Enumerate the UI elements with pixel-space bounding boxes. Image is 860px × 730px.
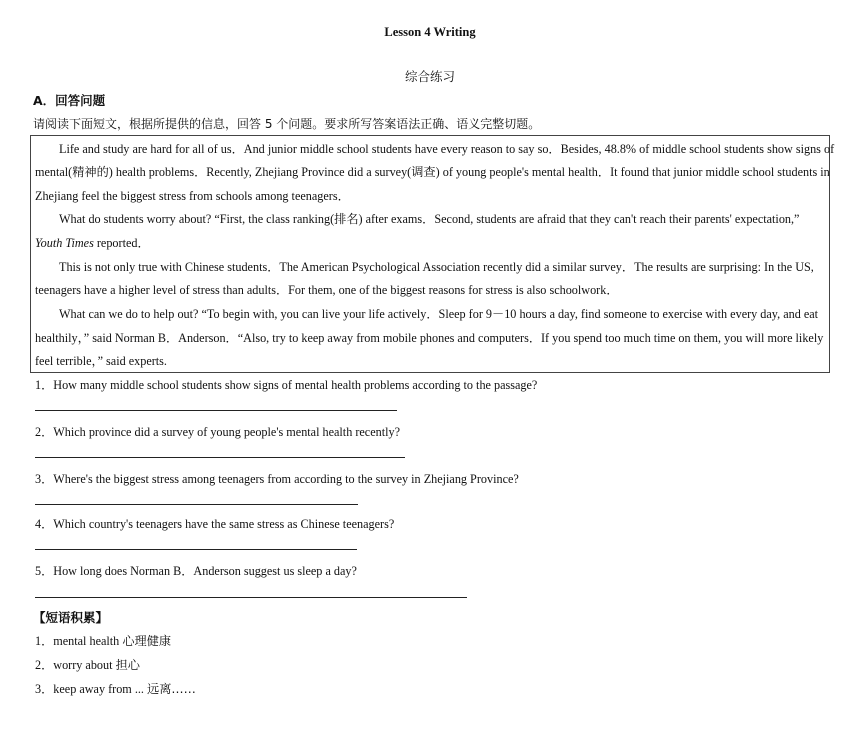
newspaper-name: Youth Times xyxy=(35,236,94,250)
phrase-item-2: 2．worry about 担心 xyxy=(35,658,140,672)
section-a-instruction: 请阅读下面短文，根据所提供的信息，回答 5 个问题。要求所写答案语法正确、语义完整切题。 xyxy=(33,117,541,131)
question-2: 2．Which province did a survey of young people's mental health recently? xyxy=(35,425,400,439)
passage-line-10: feel terrible，” said experts. xyxy=(35,354,167,368)
passage-line-6: This is not only true with Chinese students．The American Psychological Association recently did a similar survey．The results are surprising: In the US, xyxy=(59,260,814,274)
passage-line-2: mental(精神的) health problems．Recently, Zhejiang Province did a survey(调查) of young people's mental health．It found that junior middle school students in xyxy=(35,165,830,179)
passage-line-9: healthily，” said Norman B．Anderson．“Also, try to keep away from mobile phones and computers．If you spend too much time on them, you will more likely xyxy=(35,331,824,345)
passage-line-5-text: reported． xyxy=(93,236,150,250)
question-1: 1．How many middle school students show signs of mental health problems according to the passage? xyxy=(35,378,538,392)
page-subtitle: 综合练习 xyxy=(404,69,455,84)
page-title: Lesson 4 Writing xyxy=(384,25,476,39)
passage-line-3: Zhejiang feel the biggest stress from schools among teenagers． xyxy=(35,189,350,203)
answer-line-4[interactable] xyxy=(35,549,357,550)
question-4: 4．Which country's teenagers have the same stress as Chinese teenagers? xyxy=(35,517,395,531)
passage-line-1: Life and study are hard for all of us．And junior middle school students have every reason to say so．Besides, 48.8% of middle school students show signs of xyxy=(59,142,835,156)
answer-line-1[interactable] xyxy=(35,410,397,411)
passage-line-8: What can we do to help out? “To begin with, you can live your life actively．Sleep for 9－10 hours a day, find someone to exercise with every day, and eat xyxy=(59,307,819,321)
question-3: 3．Where's the biggest stress among teenagers from according to the survey in Zhejiang Province? xyxy=(35,472,519,486)
phrase-item-1: 1．mental health 心理健康 xyxy=(35,634,172,648)
section-a-heading: A．回答问题 xyxy=(33,93,106,108)
passage-box xyxy=(30,135,835,373)
passage-line-7: teenagers have a higher level of stress than adults．For them, one of the biggest reasons for stress is also schoolwork． xyxy=(35,283,619,297)
passage-line-5 xyxy=(35,234,150,251)
answer-line-5[interactable] xyxy=(35,597,467,598)
question-5: 5．How long does Norman B．Anderson suggest us sleep a day? xyxy=(35,564,357,578)
phrases-heading: 【短语积累】 xyxy=(33,610,109,625)
phrase-item-3: 3．keep away from ... 远离…… xyxy=(35,682,196,696)
answer-line-2[interactable] xyxy=(35,457,405,458)
answer-line-3[interactable] xyxy=(35,504,358,505)
passage-line-4: What do students worry about? “First, the class ranking(排名) after exams．Second, students are afraid that they can't reach their parents' expectation,” xyxy=(59,212,800,226)
